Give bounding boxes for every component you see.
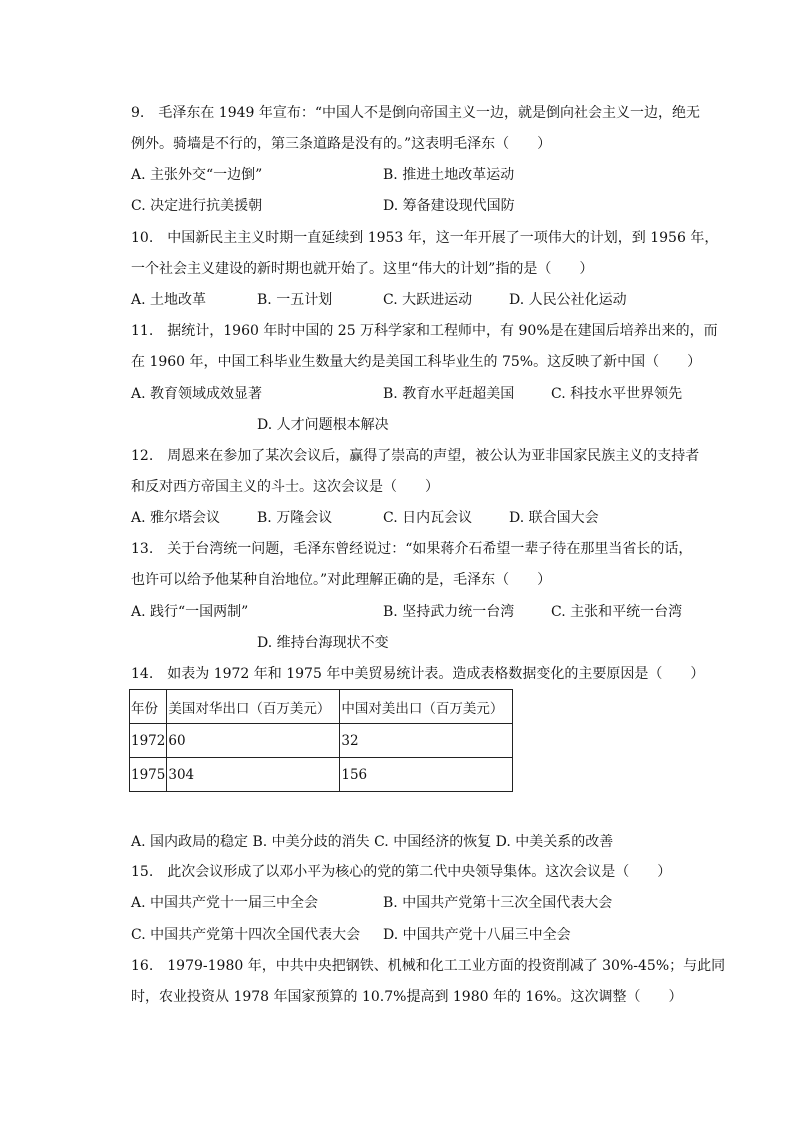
question-13-stem-line-2: 也许可以给予他某种自治地位。”对此理解正确的是，毛泽东（ ） <box>131 572 552 588</box>
question-14-stem: 14. 如表为 1972 年和 1975 年中美贸易统计表。造成表格数据变化的主要原因是（ ） <box>131 666 705 682</box>
question-12-option-b: B. 万隆会议 <box>257 510 333 526</box>
question-9-option-b: B. 推进土地改革运动 <box>383 167 515 183</box>
table-cell-us-exports: 60 <box>167 724 340 758</box>
question-10-stem-line-1: 10. 中国新民主主义时期一直延续到 1953 年，这一年开展了一项伟大的计划，到 1956 年， <box>131 230 719 246</box>
question-10-option-d: D. 人民公社化运动 <box>509 292 627 308</box>
question-14-options: A. 国内政局的稳定 B. 中美分歧的消失 C. 中国经济的恢复 D. 中美关系的改善 <box>131 834 614 850</box>
question-13-option-a: A. 践行“一国两制” <box>131 604 249 620</box>
question-12-option-d: D. 联合国大会 <box>509 510 599 526</box>
question-10-option-a: A. 土地改革 <box>131 292 207 308</box>
question-15-stem: 15. 此次会议形成了以邓小平为核心的党的第二代中央领导集体。这次会议是（ ） <box>131 864 672 880</box>
question-11-option-b: B. 教育水平赶超美国 <box>383 386 515 402</box>
table-header-row <box>130 690 513 724</box>
question-9-stem-line-2: 例外。骑墙是不行的，第三条道路是没有的。”这表明毛泽东（ ） <box>131 136 552 152</box>
question-11-stem-line-1: 11. 据统计，1960 年时中国的 25 万科学家和工程师中，有 90%是在建国后培养出来的，而 <box>131 323 718 339</box>
question-15-option-c: C. 中国共产党第十四次全国代表大会 <box>131 927 361 943</box>
question-11-option-c: C. 科技水平世界领先 <box>551 386 683 402</box>
table-cell-china-exports: 32 <box>340 724 513 758</box>
question-16-stem-line-2: 时，农业投资从 1978 年国家预算的 10.7%提高到 1980 年的 16%。这次调整（ ） <box>131 989 683 1005</box>
table-cell-us-exports: 304 <box>167 758 340 792</box>
question-15-option-b: B. 中国共产党第十三次全国代表大会 <box>383 895 613 911</box>
table-row <box>130 758 513 792</box>
question-10-option-b: B. 一五计划 <box>257 292 333 308</box>
question-12-option-c: C. 日内瓦会议 <box>383 510 473 526</box>
table-row <box>130 724 513 758</box>
question-9-option-d: D. 筹备建设现代国防 <box>383 198 515 214</box>
table-header-year: 年份 <box>130 690 167 724</box>
question-11-option-a: A. 教育领域成效显著 <box>131 386 263 402</box>
question-9-option-c: C. 决定进行抗美援朝 <box>131 198 263 214</box>
question-10-option-c: C. 大跃进运动 <box>383 292 473 308</box>
question-13-option-c: C. 主张和平统一台湾 <box>551 604 683 620</box>
question-13-stem-line-1: 13. 关于台湾统一问题，毛泽东曾经说过：“如果蒋介石希望一辈子待在那里当省长的话， <box>131 541 693 557</box>
table-cell-china-exports: 156 <box>340 758 513 792</box>
question-9-option-a: A. 主张外交“一边倒” <box>131 167 263 183</box>
question-13-option-d: D. 维持台海现状不变 <box>257 635 389 651</box>
question-12-stem-line-1: 12. 周恩来在参加了某次会议后，赢得了崇高的声望，被公认为亚非国家民族主义的支持者 <box>131 448 700 464</box>
question-10-stem-line-2: 一个社会主义建设的新时期也就开始了。这里“伟大的计划”指的是（ ） <box>131 261 594 277</box>
question-12-stem-line-2: 和反对西方帝国主义的斗士。这次会议是（ ） <box>131 479 439 495</box>
question-13-option-b: B. 坚持武力统一台湾 <box>383 604 515 620</box>
question-16-stem-line-1: 16. 1979-1980 年，中共中央把钢铁、机械和化工工业方面的投资削减了 30%-45%；与此同 <box>131 958 726 974</box>
table-cell-year: 1975 <box>130 758 167 792</box>
trade-statistics-table <box>129 689 513 792</box>
table-cell-year: 1972 <box>130 724 167 758</box>
question-9-stem-line-1: 9. 毛泽东在 1949 年宣布：“中国人不是倒向帝国主义一边，就是倒向社会主义一边，绝无 <box>131 105 701 121</box>
table-header-us-exports: 美国对华出口（百万美元） <box>167 690 340 724</box>
question-12-option-a: A. 雅尔塔会议 <box>131 510 221 526</box>
question-15-option-a: A. 中国共产党十一届三中全会 <box>131 895 319 911</box>
table-header-china-exports: 中国对美出口（百万美元） <box>340 690 513 724</box>
question-11-option-d: D. 人才问题根本解决 <box>257 417 389 433</box>
question-11-stem-line-2: 在 1960 年，中国工科毕业生数量大约是美国工科毕业生的 75%。这反映了新中国（ ） <box>131 354 702 370</box>
question-15-option-d: D. 中国共产党十八届三中全会 <box>383 927 571 943</box>
